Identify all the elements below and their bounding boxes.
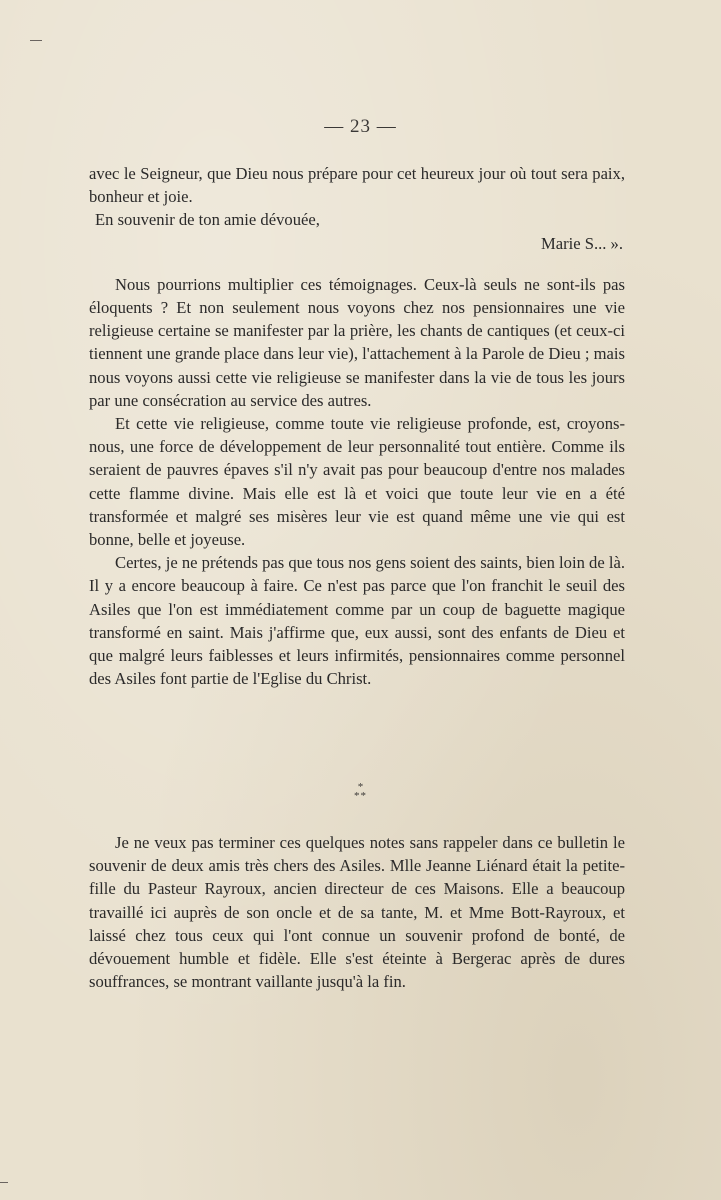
paragraph-remembrance: Je ne veux pas terminer ces quelques notes sans rappeler dans ce bulletin le souvenir de deux amis très chers des Asiles. Mlle Jeanne Liénard était la petite-fille du Pasteur Rayroux, ancien directeur de ces Maisons. Elle a beaucoup travaillé ici auprès de son oncle et de sa tante, M. et Mme Bott-Rayroux, et laissé chez tous ceux qui l'ont connue un souvenir profond de bonté, de dévouement humble et fidèle. Elle s'est éteinte à Bergerac après de dures souffrances, se montrant vaillante jusqu'à la fin. <box>89 833 625 992</box>
section-separator <box>0 783 721 801</box>
paragraph-testimonies: Nous pourrions multiplier ces témoignages. Ceux-là seuls ne sont-ils pas éloquents ? Et non seulement nous voyons chez nos pensionnaires une vie religieuse certaine se manifester par la prière, les chants de cantiques (et ceux-ci tiennent une grande place dans leur vie), l'attachement à la Parole de Dieu ; mais nous voyons aussi cette vie religieuse se manifester dans la vie de tous les jours par une consécration au service des autres. <box>89 274 625 410</box>
letter-closing-line: avec le Seigneur, que Dieu nous prépare pour cet heureux jour où tout sera paix, bonheur et joie. <box>89 164 625 207</box>
page-edge-mark <box>0 1182 8 1183</box>
separator-asterisk-top: * <box>357 781 364 793</box>
page-number: — 23 — <box>324 116 397 137</box>
main-text-block <box>89 162 625 690</box>
paragraph-saints: Certes, je ne prétends pas que tous nos gens soient des saints, bien loin de là. Il y a encore beaucoup à faire. Ce n'est pas parce que l'on franchit le seuil des Asiles que l'on est immédiatement comme par un coup de baguette magique transformé en saint. Mais j'affirme que, eux aussi, sont des enfants de Dieu et que malgré leurs faiblesses et leurs infirmités, pensionnaires comme personnel des Asiles font partie de l'Eglise du Christ. <box>89 553 625 689</box>
closing-text-block <box>89 831 625 993</box>
paragraph-religious-life: Et cette vie religieuse, comme toute vie religieuse profonde, est, croyons-nous, une force de développement de leur personnalité tout entière. Comme ils seraient de pauvres épaves s'il n'y avait pas pour beaucoup d'entre nos malades cette flamme divine. Mais elle est là et voici que toute leur vie en a été transformée et malgré ses misères leur vie est quand même une vie qui est bonne, belle et joyeuse. <box>89 414 625 550</box>
separator-asterisk-bottom: ** <box>354 790 367 802</box>
page-edge-mark <box>30 40 42 41</box>
letter-signature: Marie S... ». <box>540 233 623 253</box>
letter-farewell-line: En souvenir de ton amie dévouée, <box>95 210 320 230</box>
paragraph-gap <box>89 255 625 273</box>
